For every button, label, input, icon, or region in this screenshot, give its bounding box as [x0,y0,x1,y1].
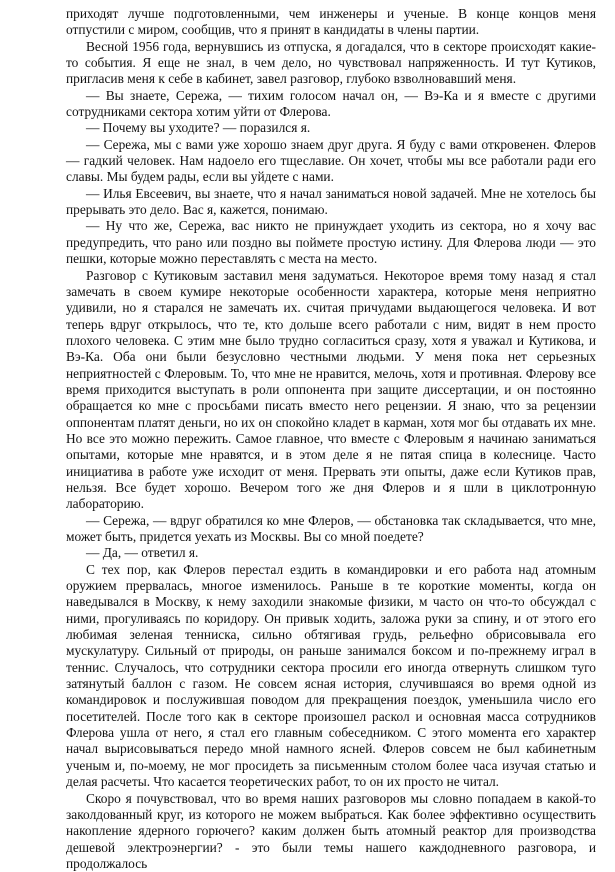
paragraph: Весной 1956 года, вернувшись из отпуска, я догадался, что в секторе происходят какие-то события. Я еще не знал, в чем дело, но чувствовал напряженность. И тут Кутиков, пригласив меня к себе в кабинет, завел разговор, глубоко взволновавший меня. [66,39,596,88]
dialogue-line: — Илья Евсеевич, вы знаете, что я начал заниматься новой задачей. Мне не хотелось бы прерывать это дело. Вас я, кажется, понимаю. [66,186,596,219]
paragraph: С тех пор, как Флеров перестал ездить в командировки и его работа над атомным оружием прервалась, многое изменилось. Раньше в те короткие моменты, когда он наведывался в Москву, к нему заходили знакомые физики, м часто он что-то обсуждал с ними, прогуливаясь по коридору. Он привык ходить, заложа руки за спину, и от этого его любимая зеленая тенниска, сильно обтягивая грудь, рельефно обрисовывала его мускулатуру. Сильный от природы, он раньше занимался боксом и по-прежнему играл в теннис. Случалось, что сотрудники сектора просили его иногда отвернуть слишком туго затянутый баллон с газом. Не совсем ясная история, случившаяся во время одной из командировок и послужившая поводом для прекращения поездок, уменьшила число его посетителей. После того как в секторе произошел раскол и основная масса сотрудников Флерова ушла от него, я стал его главным собеседником. С этого момента его характер начал вырисовываться передо мной намного ясней. Флеров совсем не был кабинетным ученым и, по-моему, не мог просидеть за письменным столом более часа изучая статью и делая расчеты. Что касается теоретических работ, то он их просто не читал. [66,562,596,791]
paragraph: Разговор с Кутиковым заставил меня задуматься. Некоторое время тому назад я стал замечать в своем кумире некоторые особенности характера, которые меня неприятно удивили, но я старался не замечать их. считая причудами выдающегося человека. И вот теперь вдруг открылось, что те, кто дольше всего работали с ним, видят в нем просто плохого человека. С этим мне было трудно согласиться сразу, хотя я уважал и Кутикова, и Вэ-Ка. Оба они были безусловно честными людьми. У меня пока нет серьезных неприятностей с Флеровым. То, что мне не нравится, мелочь, хотя и противная. Флерову все время приходится выступать в роли оппонента при защите диссертации, и он постоянно обращается ко мне с просьбами писать вместо него рецензии. Я знаю, что за рецензии оппонентам платят деньги, но их он спокойно кладет в карман, хотя мог бы отдавать их мне. Но все это можно пережить. Самое главное, что вместе с Флеровым я начинаю заниматься опытами, которые мне нравятся, и в этом деле я не пятая спица в колеснице. Часто инициатива в работе уже исходит от меня. Прервать эти опыты, даже если Кутиков прав, нельзя. Все будет хорошо. Вечером того же дня Флеров и я шли в циклотронную лабораторию. [66,268,596,513]
paragraph: Скоро я почувствовал, что во время наших разговоров мы словно попадаем в какой-то заколдованный круг, из которого не можем выбраться. Как более эффективно осуществить накопление ядерного горючего? каким должен быть атомный реактор для производства дешевой электроэнергии? - это были темы нашего каждодневного разговора, и продолжалось [66,791,596,872]
dialogue-line: — Да, — ответил я. [66,545,596,561]
dialogue-line: — Почему вы уходите? — поразился я. [66,120,596,136]
paragraph: приходят лучше подготовленными, чем инженеры и ученые. В конце концов меня отпустили с миром, сообщив, что я принят в кандидаты в члены партии. [66,6,596,39]
document-page [66,6,596,872]
dialogue-line: — Ну что же, Сережа, вас никто не принуждает уходить из сектора, но я хочу вас предупредить, что рано или поздно вы поймете простую истину. Для Флерова люди — это пешки, которые можно переставлять с места на место. [66,218,596,267]
dialogue-line: — Вы знаете, Сережа, — тихим голосом начал он, — Вэ-Ка и я вместе с другими сотрудниками сектора хотим уйти от Флерова. [66,88,596,121]
dialogue-line: — Сережа, мы с вами уже хорошо знаем друг друга. Я буду с вами откровенен. Флеров — гадкий человек. Нам надоело его тщеславие. Он хочет, чтобы мы все работали ради его славы. Мы будем рады, если вы уйдете с нами. [66,137,596,186]
dialogue-line: — Сережа, — вдруг обратился ко мне Флеров, — обстановка так складывается, что мне, может быть, придется уехать из Москвы. Вы со мной поедете? [66,513,596,546]
